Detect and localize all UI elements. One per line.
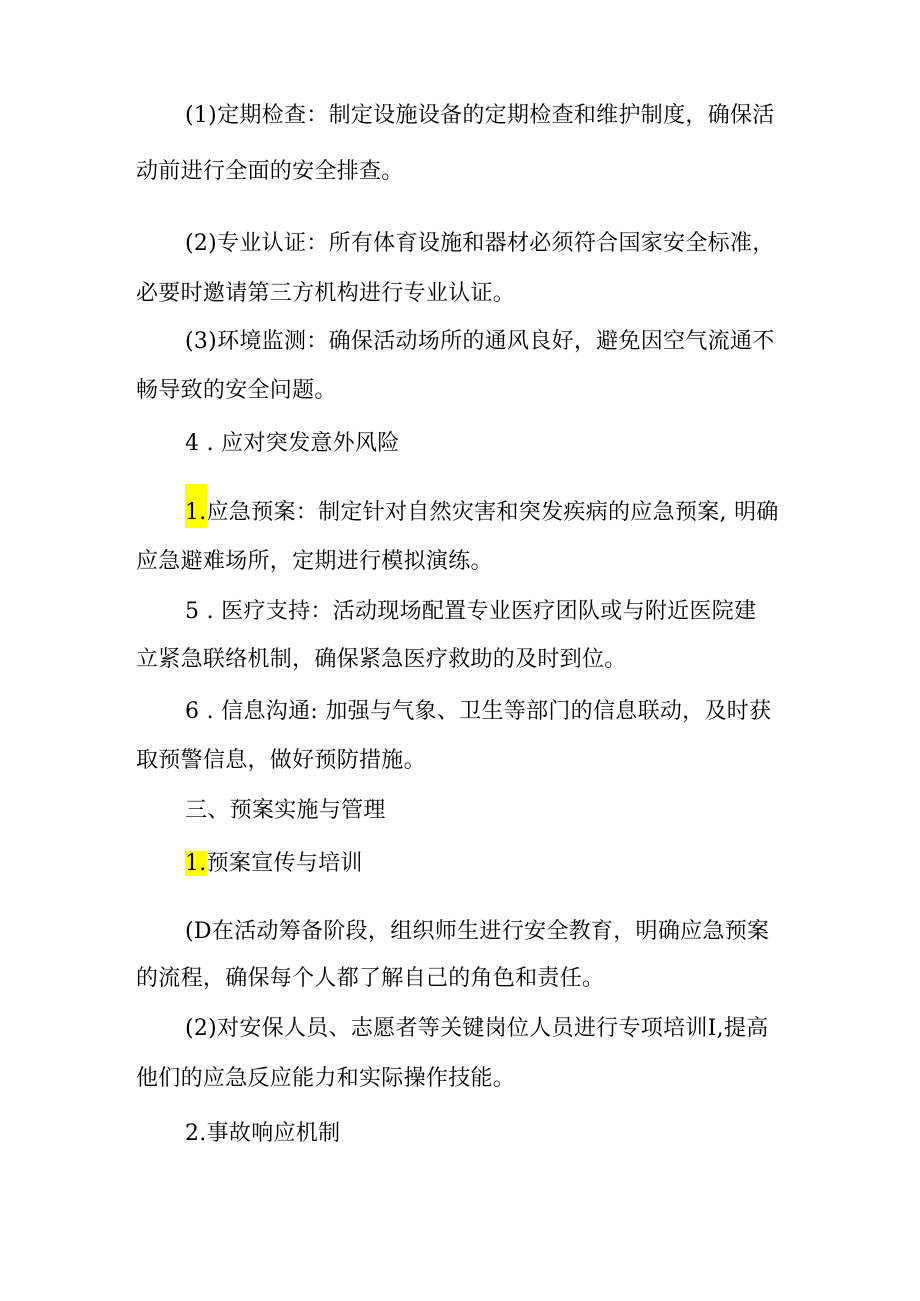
highlighted-marker: 1. (185, 484, 207, 528)
paragraph-5-line-1: 5 . 医疗支持：活动现场配置专业医疗团队或与附近医院建 (185, 599, 757, 624)
subheading-4: 4 . 应对突发意外风险 (185, 431, 400, 456)
paragraph-8-line-2: 他们的应急反应能力和实际操作技能。 (136, 1066, 516, 1091)
paragraph-7-line-1: (D在活动筹备阶段，组织师生进行安全教育，明确应急预案 (185, 919, 770, 944)
subheading-2: 2.事故响应机制 (185, 1121, 341, 1146)
paragraph-2-line-2: 必要时邀请第三方机构进行专业认证。 (136, 281, 516, 306)
paragraph-5-line-2: 立紧急联络机制，确保紧急医疗救助的及时到位。 (136, 647, 627, 672)
paragraph-7-line-2: 的流程，确保每个人都了解自己的角色和责任。 (136, 966, 605, 991)
subheading-1 (185, 849, 363, 879)
paragraph-2-line-1: (2)专业认证：所有体育设施和器材必须符合国家安全标准， (185, 231, 775, 256)
paragraph-8-line-1: (2)对安保人员、志愿者等关键岗位人员进行专项培训I,提高 (185, 1016, 769, 1041)
paragraph-3-line-1: (3)环境监测：确保活动场所的通风良好，避免因空气流通不 (185, 329, 775, 354)
paragraph-1-line-1: (1)定期检查：制定设施设备的定期检查和维护制度，确保活 (185, 103, 775, 128)
section-heading-3: 三、预案实施与管理 (185, 798, 386, 823)
highlighted-marker: 1. (185, 851, 207, 876)
paragraph-6-line-1: 6 . 信息沟通: 加强与气象、卫生等部门的信息联动，及时获 (185, 699, 772, 724)
paragraph-3-line-2: 畅导致的安全问题。 (136, 378, 337, 403)
paragraph-6-line-2: 取预警信息，做好预防措施。 (136, 748, 426, 773)
paragraph-4-line-1-text: 应急预案：制定针对自然灾害和突发疾病的应急预案, 明确 (206, 500, 779, 525)
paragraph-4-line-1 (185, 498, 779, 528)
paragraph-1-line-2: 动前进行全面的安全排查。 (136, 159, 404, 184)
subheading-1-text: 预案宣传与培训 (206, 851, 363, 876)
paragraph-4-line-2: 应急避难场所，定期进行模拟演练。 (136, 549, 493, 574)
